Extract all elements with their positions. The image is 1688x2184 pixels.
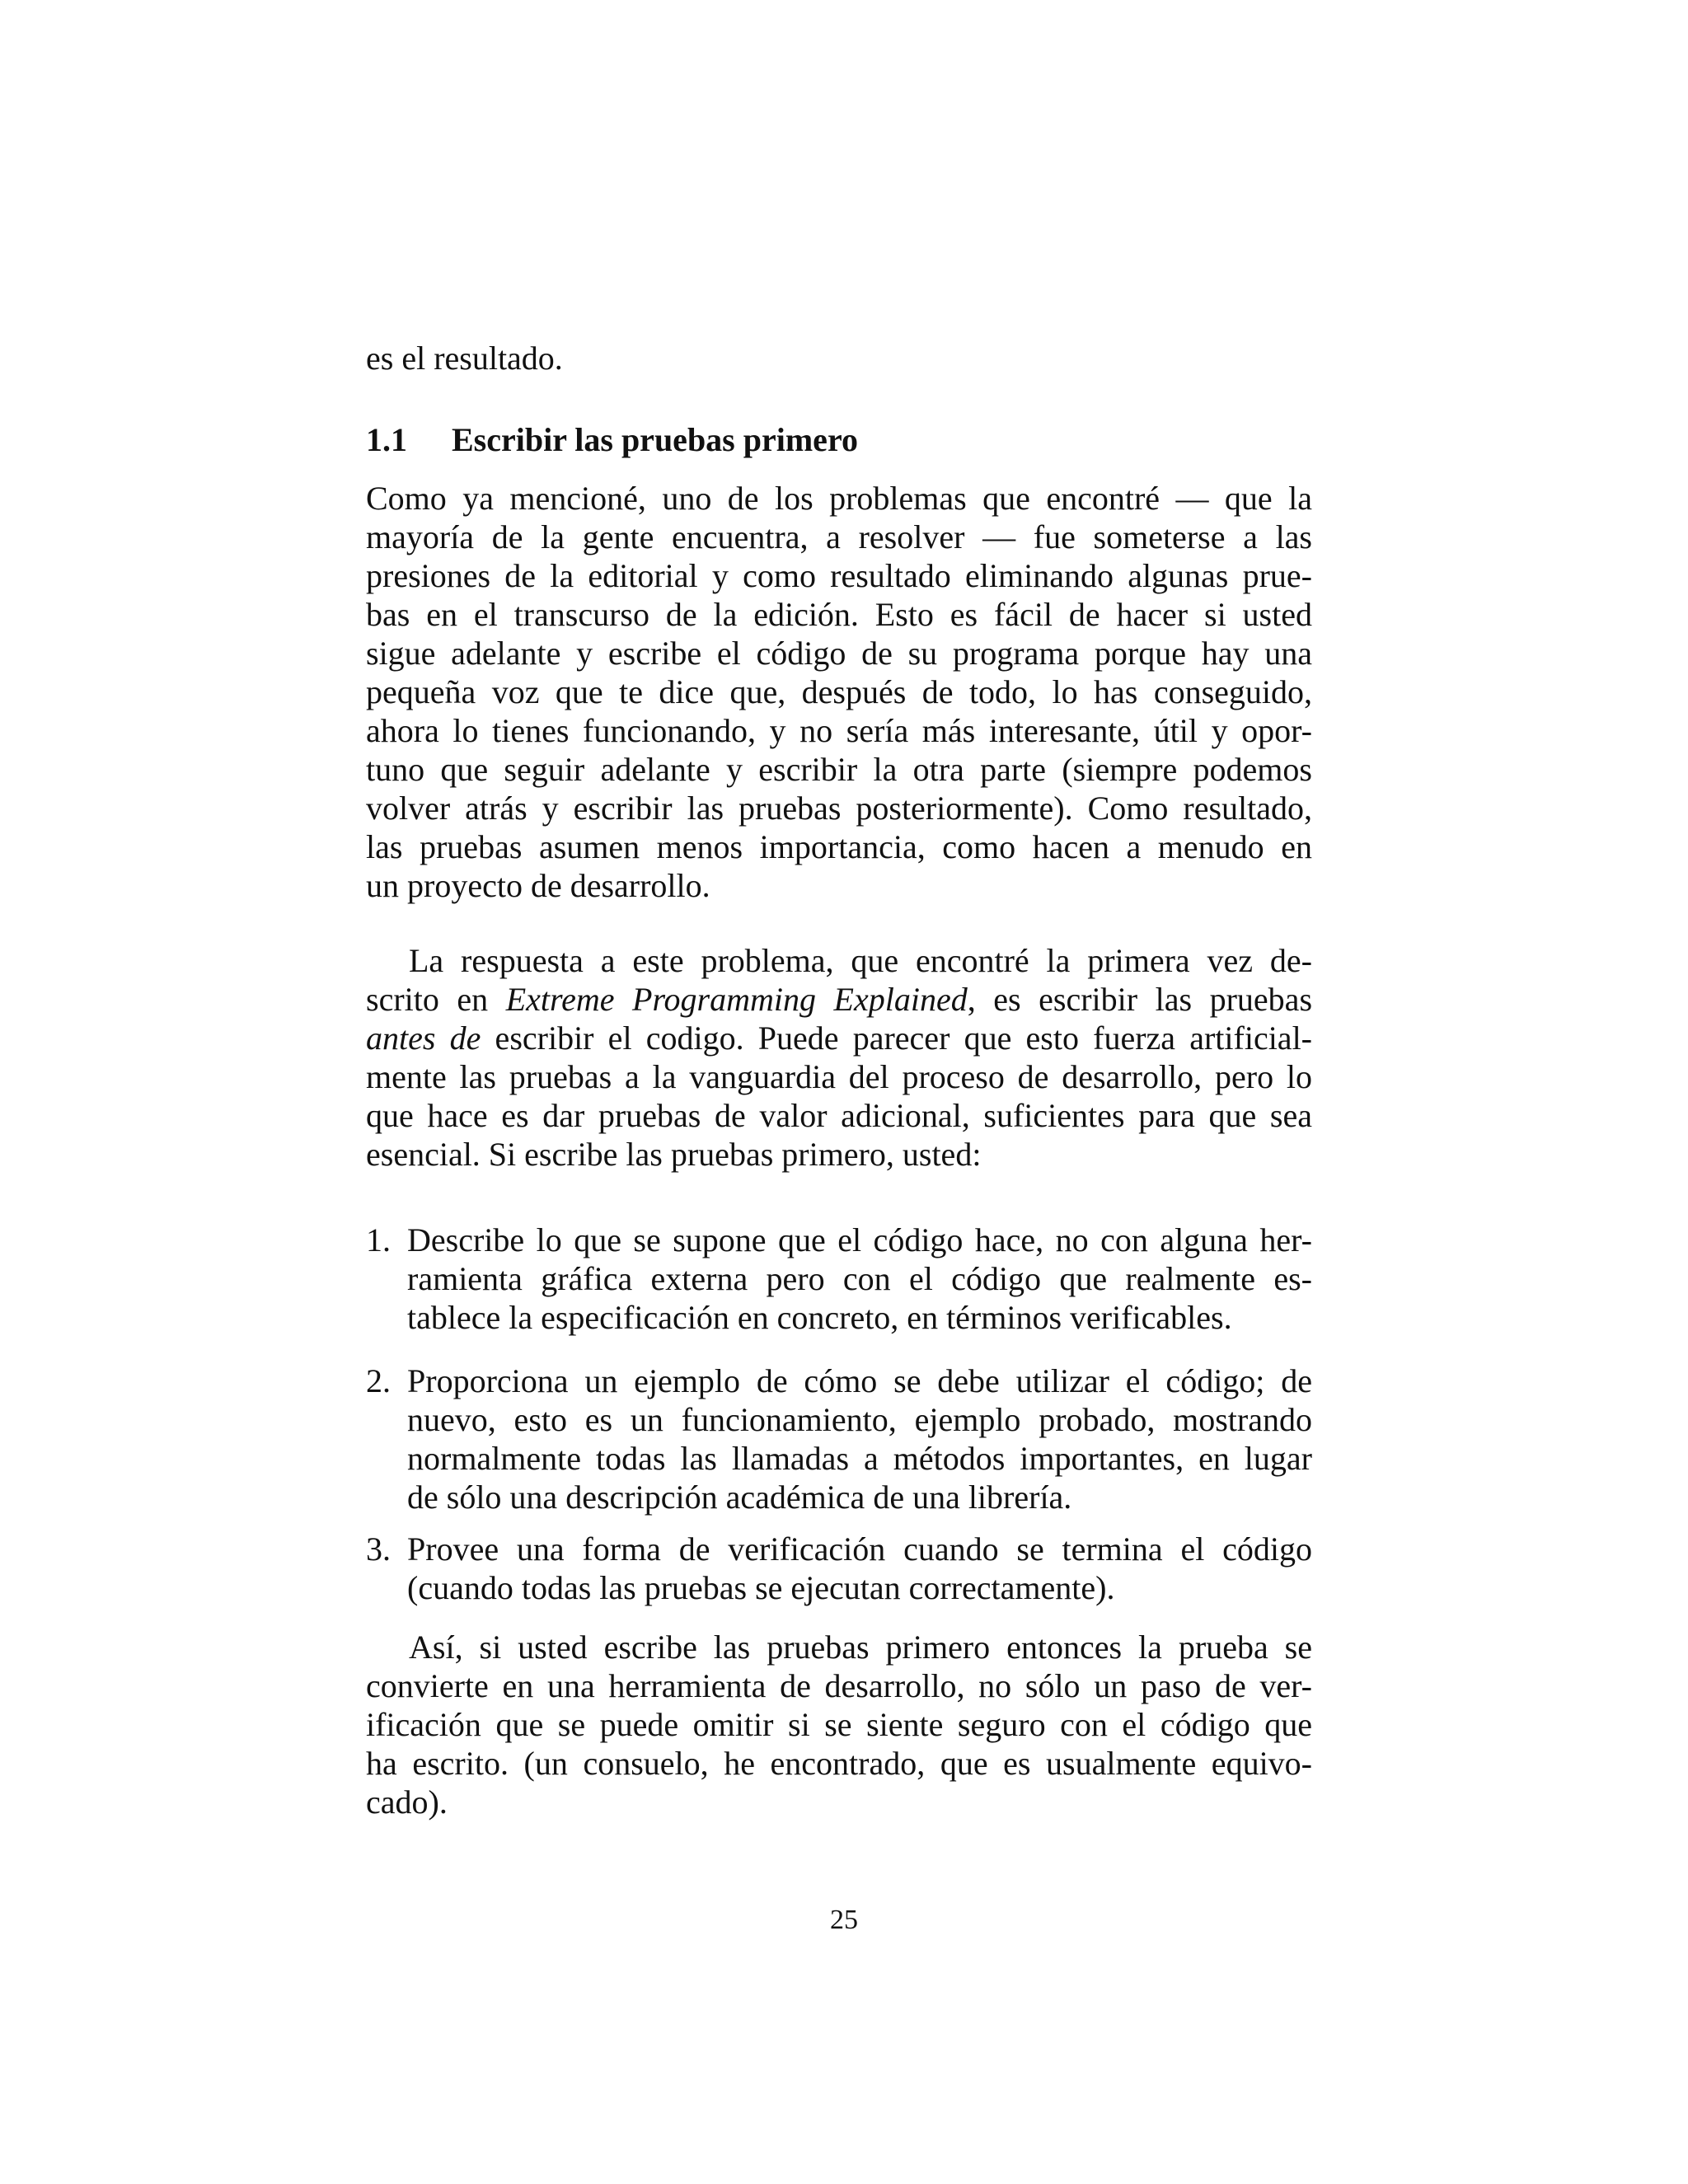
- text-line: que hace es dar pruebas de valor adicional, suficientes para que sea: [366, 1097, 1312, 1134]
- list-item-body: [407, 1361, 1312, 1516]
- text-line: (cuando todas las pruebas se ejecutan correctamente).: [407, 1569, 1115, 1606]
- list-item-body: [407, 1221, 1312, 1337]
- emphasis-text: antes de: [366, 1019, 481, 1057]
- list-marker: 3.: [366, 1530, 391, 1568]
- text-line: Provee una forma de verificación cuando se termina el código: [407, 1530, 1312, 1568]
- text-line: tuno que seguir adelante y escribir la otra parte (siempre podemos: [366, 751, 1312, 788]
- text-segment: , es escribir las pruebas: [967, 981, 1313, 1018]
- text-line: volver atrás y escribir las pruebas posteriormente). Como resultado,: [366, 790, 1312, 827]
- paragraph-1: [366, 479, 1312, 905]
- text-line: pequeña voz que te dice que, después de todo, lo has conseguido,: [366, 673, 1312, 710]
- text-line: las pruebas asumen menos importancia, como hacen a menudo en: [366, 828, 1312, 865]
- text-line: Describe lo que se supone que el código hace, no con alguna her-: [407, 1221, 1312, 1258]
- continuation-text: [366, 339, 1312, 377]
- text-line: de sólo una descripción académica de una librería.: [407, 1479, 1072, 1516]
- text-line: convierte en una herramienta de desarrollo, no sólo un paso de ver-: [366, 1667, 1312, 1704]
- text-line: esencial. Si escribe las pruebas primero, usted:: [366, 1136, 982, 1173]
- page-number: 25: [830, 1905, 858, 1935]
- section-heading: [366, 420, 858, 459]
- text-line: Así, si usted escribe las pruebas primero entonces la prueba se: [409, 1629, 1312, 1666]
- paragraph-2: [366, 941, 1312, 1174]
- text-line: mente las pruebas a la vanguardia del proceso de desarrollo, pero lo: [366, 1058, 1312, 1095]
- text-line: cado).: [366, 1783, 448, 1821]
- text-line: bas en el transcurso de la edición. Esto es fácil de hacer si usted: [366, 596, 1312, 633]
- text-line: un proyecto de desarrollo.: [366, 867, 710, 904]
- list-marker: 1.: [366, 1221, 391, 1258]
- text-line: ahora lo tienes funcionando, y no sería más interesante, útil y opor-: [366, 712, 1312, 749]
- text-line: Proporciona un ejemplo de cómo se debe utilizar el código; de: [407, 1362, 1312, 1399]
- text-line: presiones de la editorial y como resultado eliminando algunas prue-: [366, 557, 1312, 594]
- text-segment: escribir el codigo. Puede parecer que esto fuerza artificial-: [481, 1019, 1312, 1057]
- list-marker: 2.: [366, 1362, 391, 1399]
- text-line: ificación que se puede omitir si se siente seguro con el código que: [366, 1706, 1312, 1743]
- section-title: Escribir las pruebas primero: [452, 421, 858, 458]
- text-line: tablece la especificación en concreto, en términos verificables.: [407, 1299, 1232, 1336]
- text-line: ha escrito. (un consuelo, he encontrado, que es usualmente equivo-: [366, 1745, 1312, 1782]
- text-line: sigue adelante y escribe el código de su programa porque hay una: [366, 635, 1312, 672]
- text-line: [366, 980, 1312, 1019]
- list-item-body: [407, 1530, 1312, 1607]
- paragraph-3: [366, 1628, 1312, 1821]
- book-title: Extreme Programming Explained: [505, 981, 968, 1018]
- text-line: normalmente todas las llamadas a métodos importantes, en lugar: [407, 1440, 1312, 1477]
- text-line: mayoría de la gente encuentra, a resolver — fue someterse a las: [366, 518, 1312, 555]
- text-line: nuevo, esto es un funcionamiento, ejemplo probado, mostrando: [407, 1401, 1312, 1438]
- text-segment: scrito en: [366, 981, 506, 1018]
- text-line: Como ya mencioné, uno de los problemas que encontré — que la: [366, 480, 1312, 517]
- text-line: [366, 1019, 1312, 1057]
- text-line: es el resultado.: [366, 340, 563, 377]
- section-number: 1.1: [366, 421, 407, 458]
- text-line: La respuesta a este problema, que encontré la primera vez de-: [409, 942, 1312, 979]
- text-line: ramienta gráfica externa pero con el código que realmente es-: [407, 1260, 1312, 1297]
